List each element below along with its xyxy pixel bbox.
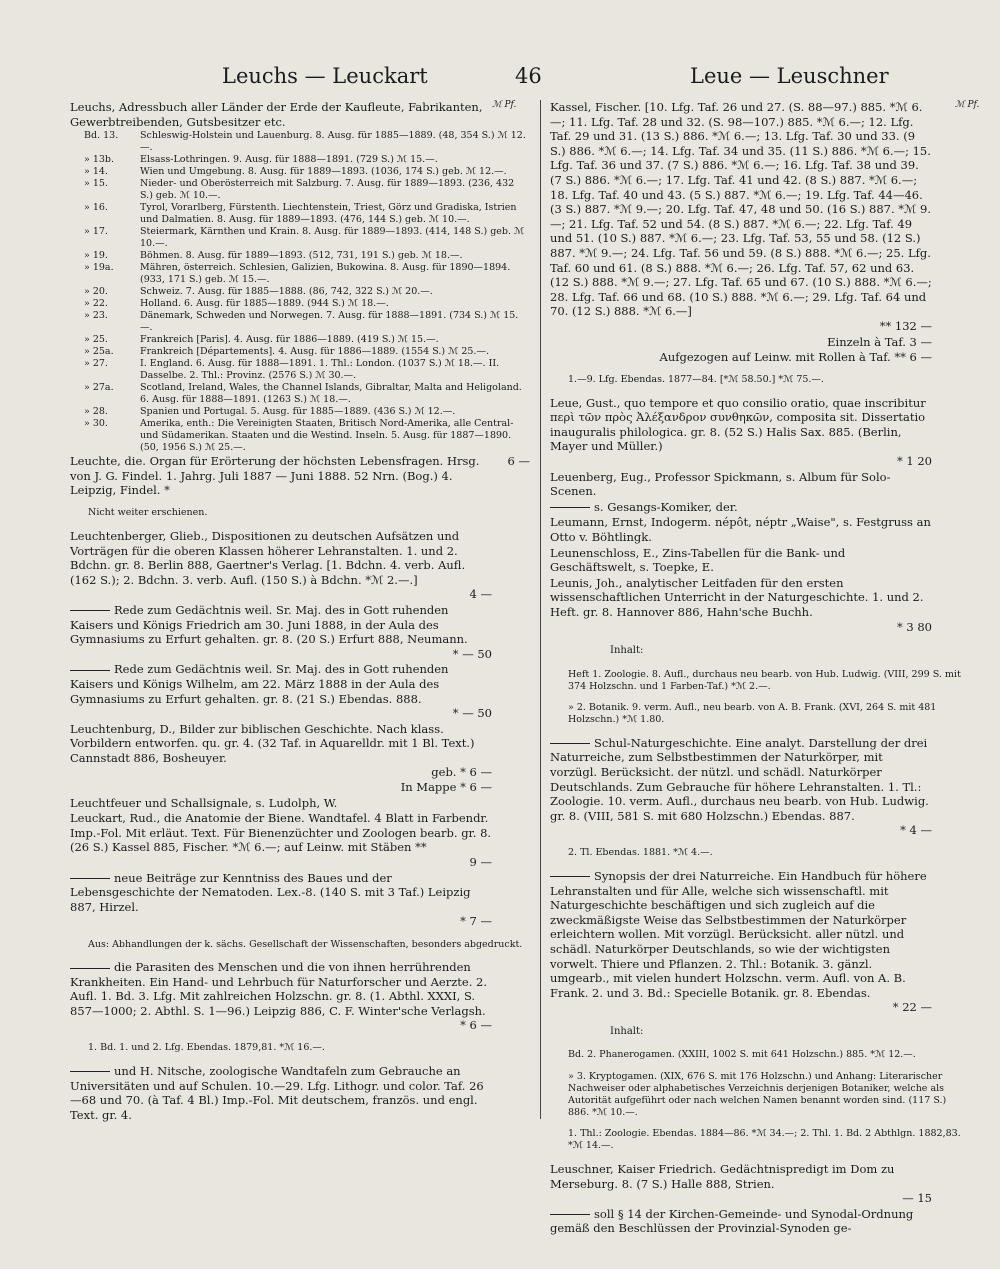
entry-text: Einzeln à Taf. (827, 334, 906, 349)
entry-text: Rede zum Gedächtnis weil. Sr. Maj. des in Gott ruhenden Kaisers und Königs Friedrich am 30. Juni 1888, in der Aula des Gymnasiums zu Erfurt gehalten. gr. 8. (20 S.) Erfurt 888, Neumann. (70, 602, 468, 647)
entry-rede-friedrich (70, 603, 530, 661)
volume-row (70, 346, 530, 358)
entry-leuchtenburg (70, 722, 530, 795)
left-column (70, 100, 530, 1129)
volume-title: Schleswig-Holstein und Lauenburg. 8. Ausg. für 1885—1889. (48, 354 S.) ℳ 12.—. (140, 130, 526, 154)
volume-title: Frankreich [Paris]. 4. Ausg. für 1886—1889. (419 S.) ℳ 15.—. (140, 334, 439, 346)
dash (550, 876, 590, 877)
entry-leuckart (70, 811, 530, 869)
running-head-left: Leuchs — Leuckart (222, 64, 428, 88)
entry-text: Leuchtenberger, Glieb., Dispositionen zu deutschen Aufsätzen und Vorträgen für die oberen Klassen höherer Lehranstalten. 1. und 2. Bdchn. gr. 8. Berlin 888, Gaertner's Verlag. [1. Bdchn. 4. verb. Aufl. (162 S.); 2. Bdchn. 3. verb. Aufl. (150 S.) à Bdchn. *ℳ 2.—.] (70, 528, 466, 587)
price: — 15 (902, 1191, 932, 1206)
entry-text: Leuschner, Kaiser Friedrich. Gedächtnispredigt im Dom zu Merseburg. 8. (7 S.) Halle 888, Strien. (550, 1161, 895, 1191)
entry-leuenberg: Leuenberg, Eug., Professor Spickmann, s. Album für Solo-Scenen. (550, 469, 891, 499)
price: geb. * 6 — (431, 765, 492, 780)
volume-title: Amerika, enth.: Die Vereinigten Staaten, Britisch Nord-Amerika, alle Central- und Südamerikan. Staaten und die Westind. Inseln. 5. Ausg. für 1887—1890. (50, 1956 S.) ℳ 25.—. (140, 418, 514, 454)
volume-title: Mähren, österreich. Schlesien, Galizien, Bukowina. 8. Ausg. für 1890—1894. (933, 171 S.) geb. ℳ 15.—. (140, 262, 511, 286)
price: 6 — (909, 350, 932, 365)
volume-number: » 25a. (84, 346, 114, 358)
entry-kirchen-ordnung (550, 1207, 970, 1236)
volume-title: Spanien und Portugal. 5. Ausg. für 1885—1889. (436 S.) ℳ 12.—. (140, 406, 456, 418)
volume-number: » 30. (84, 418, 108, 430)
volume-title: Wien und Umgebung. 8. Ausg. für 1889—1893. (1036, 174 S.) geb. ℳ 12.—. (140, 166, 507, 178)
entry-synopsis (550, 869, 970, 1015)
volume-row (70, 406, 530, 418)
volume-row (70, 202, 530, 226)
price: * 3 80 (896, 619, 932, 634)
entry-leuchtenberger (70, 529, 530, 602)
volume-row (70, 382, 530, 406)
dash (70, 610, 110, 611)
price: * 7 — (460, 914, 492, 929)
entry-note: 1.—9. Lfg. Ebendas. 1877—84. [*ℳ 58.50.] *ℳ 75.—. (568, 374, 824, 386)
right-column (550, 100, 970, 1236)
entry-leuchte (70, 454, 530, 498)
entry-text: Leue, Gust., quo tempore et quo consilio oratio, quae inscribitur περὶ τῶν πρὸς Ἀλέξανδρον συνθηκῶν, composita sit. Dissertatio inauguralis philologica. gr. 8. (52 S.) Halis Sax. 885. (Berlin, Mayer und Müller.) (550, 395, 926, 454)
dash (70, 1071, 110, 1072)
page-number: 46 (515, 64, 542, 88)
volume-row (70, 262, 530, 286)
entry-text: Aufgezogen auf Leinw. mit Rollen à Taf. ** (659, 350, 906, 365)
dash (70, 968, 110, 969)
entry-leumann: Leumann, Ernst, Indogerm. népôt, néptr „Waise", s. Festgruss an Otto v. Böhtlingk. (550, 515, 931, 545)
volume-title: Dänemark, Schweden und Norwegen. 7. Ausg. für 1888—1891. (734 S.) ℳ 15.—. (140, 310, 519, 334)
entry-einzeln (550, 335, 970, 350)
entry-text: Schul-Naturgeschichte. Eine analyt. Darstellung der drei Naturreiche, zum Selbstbestimmen der Naturkörper, mit vorzügl. Berücksicht. der nützl. und schädl. Naturkörper Deutschlands. Zum Gebrauche für höhere Lehranstalten. 1. Tl.: Zoologie. 10. verm. Aufl., durchaus neu bearb. von Hub. Ludwig. gr. 8. (VIII, 581 S. mit 680 Holzschn.) Ebendas. 887. (550, 735, 929, 823)
volume-row (70, 310, 530, 334)
volume-number: » 23. (84, 310, 108, 322)
dash (70, 670, 110, 671)
volume-title: Scotland, Ireland, Wales, the Channel Islands, Gibraltar, Malta and Heligoland. 6. Ausg. für 1888—1891. (1263 S.) ℳ 18.—. (140, 382, 522, 406)
volume-row (70, 334, 530, 346)
entry-nitsche (70, 1064, 530, 1122)
volume-number: » 19a. (84, 262, 114, 274)
entry-aufgezogen (550, 350, 970, 365)
dash (550, 1214, 590, 1215)
volume-number: » 28. (84, 406, 108, 418)
mark: * (164, 483, 170, 498)
volume-list (70, 130, 530, 454)
volume-row (70, 154, 530, 166)
entry-leuschner (550, 1162, 970, 1206)
entry-leunenschloss: Leunenschloss, E., Zins-Tabellen für die Bank- und Geschäftswelt, s. Toepke, E. (550, 545, 846, 575)
volume-row (70, 178, 530, 202)
price: 9 — (469, 855, 492, 870)
volume-row (70, 418, 530, 454)
price: 3 — (909, 334, 932, 349)
entry-text: Leuckart, Rud., die Anatomie der Biene. Wandtafel. 4 Blatt in Farbendr. Imp.-Fol. Mit erläut. Text. Für Bienenzüchter und Zoologen bearb. gr. 8. (26 S.) Kassel 885, Fischer. *ℳ 6.—; auf Leinw. mit Stäben ** (70, 811, 492, 855)
price: 6 — (507, 454, 530, 469)
volume-title: Frankreich [Départements]. 4. Ausg. für 1886—1889. (1554 S.) ℳ 25.—. (140, 346, 489, 358)
entry-text: s. Gesangs-Komiker, der. (594, 499, 738, 514)
volume-title: I. England. 6. Ausg. für 1888—1891. 1. Thl.: London. (1037 S.) ℳ 18.—. II. Dasselbe. 2. Thl.: Provinz. (2576 S.) ℳ 30.—. (140, 358, 500, 382)
volume-number: » 15. (84, 178, 108, 190)
entry-leuchtfeuer: Leuchtfeuer und Schallsignale, s. Ludolph, W. (70, 795, 338, 810)
price: * — 50 (452, 646, 492, 661)
entry-note: Heft 1. Zoologie. 8. Aufl., durchaus neu bearb. von Hub. Ludwig. (VIII, 299 S. mit 374 Holzschn. und 1 Farben-Taf.) *ℳ 2.—. (568, 668, 961, 692)
entry-gesangs (550, 500, 970, 515)
entry-text: die Parasiten des Menschen und die von ihnen herrührenden Krankheiten. Ein Hand- und Lehrbuch für Naturforscher und Aerzte. 2. Aufl. 1. Bd. 3. Lfg. Mit zahlreichen Holzschn. gr. 8. (1. Abthl. XXXI, S. 857—1000; 2. Abthl. S. 1—96.) Leipzig 886, C. F. Winter'sche Verlagsh. (70, 960, 487, 1018)
entry-beitraege (70, 871, 530, 929)
entry-leunis (550, 576, 970, 634)
price: 4 — (469, 587, 492, 602)
price: ** 132 — (879, 318, 932, 333)
entry-text: soll § 14 der Kirchen-Gemeinde- und Synodal-Ordnung gemäß den Beschlüssen der Provinzial-Synoden ge- (550, 1206, 914, 1236)
volume-row (70, 166, 530, 178)
volume-number: » 27. (84, 358, 108, 370)
entry-note: 1. Thl.: Zoologie. Ebendas. 1884—86. *ℳ 34.—; 2. Thl. 1. Bd. 2 Abthlgn. 1882,83. *ℳ 14.—. (568, 1128, 961, 1152)
volume-number: » 14. (84, 166, 108, 178)
price: In Mappe * 6 — (400, 780, 492, 795)
volume-title: Schweiz. 7. Ausg. für 1885—1888. (86, 742, 322 S.) ℳ 20.—. (140, 286, 433, 298)
entry-parasiten (70, 960, 530, 1033)
price: * 6 — (460, 1018, 492, 1033)
volume-title: Holland. 6. Ausg. für 1885—1889. (944 S.) ℳ 18.—. (140, 298, 389, 310)
volume-row (70, 358, 530, 382)
volume-number: » 13b. (84, 154, 115, 166)
entry-note: » 3. Kryptogamen. (XIX, 676 S. mit 176 Holzschn.) und Anhang: Literarischer Nachweiser oder alphabetisches Verzeichnis derjenigen Botaniker, welche als Autorität aufgeführt oder nach welchen Namen benannt worden sind. (117 S.) 886. *ℳ 10.—. (568, 1070, 947, 1118)
dash (70, 878, 110, 879)
entry-note: » 2. Botanik. 9. verm. Aufl., neu bearb. von A. B. Frank. (XVI, 264 S. mit 481 Holzschn.) *ℳ 1.80. (568, 702, 937, 726)
entry-text: Leuchte, die. Organ für Erörterung der höchsten Lebensfragen. Hrsg. von J. G. Findel. 1. Jahrg. Juli 1887 — Juni 1888. 52 Nrn. (Bog.) 4. Leipzig, Findel. (70, 454, 480, 498)
inhalt-label: Inhalt: (610, 1025, 644, 1037)
entry-text: Synopsis der drei Naturreiche. Ein Handbuch für höhere Lehranstalten und für Alle, welche sich wissenschaftl. mit Naturgeschichte beschäftigen und sich zugleich auf die zweckmäßigste Weise das Selbstbestimmen der Naturkörper erleichtern wollen. Mit vorzügl. Berücksicht. aller nützl. und schädl. Naturkörper Deutschlands, so wie der wichtigsten vorwelt. Thiere und Pflanzen. 2. Thl.: Botanik. 3. gänzl. umgearb., mit vielen hundert Holzschn. verm. Aufl. von A. B. Frank. 2. und 3. Bd.: Specielle Botanik. gr. 8. Ebendas. (550, 868, 927, 1000)
volume-title: Elsass-Lothringen. 9. Ausg. für 1888—1891. (729 S.) ℳ 15.—. (140, 154, 438, 166)
volume-title: Steiermark, Kärnthen und Krain. 8. Ausg. für 1889—1893. (414, 148 S.) geb. ℳ 10.—. (140, 226, 525, 250)
volume-number: » 16. (84, 202, 108, 214)
entry-text: und H. Nitsche, zoologische Wandtafeln zum Gebrauche an Universitäten und auf Schulen. 10.—29. Lfg. Lithogr. und color. Taf. 26—68 und 70. (à Taf. 4 Bl.) Imp.-Fol. Mit deutschem, französ. und engl. Text. gr. 4. (70, 1063, 484, 1122)
volume-title: Nieder- und Oberösterreich mit Salzburg. 7. Ausg. für 1889—1893. (236, 432 S.) geb. ℳ 10.—. (140, 178, 515, 202)
price-unit-right: ℳ Pf. (955, 100, 980, 110)
entry-note: 2. Tl. Ebendas. 1881. *ℳ 4.—. (568, 847, 713, 859)
price: * — 50 (452, 706, 492, 721)
volume-number: » 25. (84, 334, 108, 346)
price-unit-left: ℳ Pf. (492, 100, 517, 110)
entry-text: Leuchtenburg, D., Bilder zur biblischen Geschichte. Nach klass. Vorbildern entworfen. qu. gr. 4. (32 Taf. in Aquarelldr. mit 1 Bl. Text.) Cannstadt 886, Bosheuyer. (70, 721, 475, 765)
volume-number: » 22. (84, 298, 108, 310)
price: * 22 — (892, 1000, 932, 1015)
entry-leue (550, 396, 970, 469)
entry-note: 1. Bd. 1. und 2. Lfg. Ebendas. 1879,81. *ℳ 16.—. (88, 1042, 325, 1054)
entry-leuchs: Leuchs, Adressbuch aller Länder der Erde der Kaufleute, Fabrikanten, Gewerbtreibenden, Gutsbesitzer etc. (70, 100, 483, 129)
entry-schul-naturgeschichte (550, 736, 970, 838)
volume-row (70, 130, 530, 154)
volume-row (70, 250, 530, 262)
inhalt-label: Inhalt: (610, 645, 644, 657)
entry-text: neue Beiträge zur Kenntniss des Baues und der Lebensgeschichte der Nematoden. Lex.-8. (140 S. mit 3 Taf.) Leipzig 887, Hirzel. (70, 870, 471, 914)
volume-title: Böhmen. 8. Ausg. für 1889—1893. (512, 731, 191 S.) geb. ℳ 18.—. (140, 250, 463, 262)
volume-number: » 17. (84, 226, 108, 238)
dash (550, 743, 590, 744)
dash (550, 507, 590, 508)
entry-note: Bd. 2. Phanerogamen. (XXIII, 1002 S. mit 641 Holzschn.) 885. *ℳ 12.—. (568, 1049, 916, 1061)
volume-row (70, 298, 530, 310)
entry-kassel-continued (550, 100, 970, 334)
entry-note: Aus: Abhandlungen der k. sächs. Gesellschaft der Wissenschaften, besonders abgedruckt. (88, 938, 523, 950)
volume-number: Bd. 13. (84, 130, 119, 142)
volume-row (70, 226, 530, 250)
volume-row (70, 286, 530, 298)
price: * 1 20 (896, 454, 932, 469)
running-head-right: Leue — Leuschner (690, 64, 889, 88)
entry-note: Nicht weiter erschienen. (88, 507, 208, 519)
volume-number: » 20. (84, 286, 108, 298)
volume-number: » 19. (84, 250, 108, 262)
entry-text: Leunis, Joh., analytischer Leitfaden für den ersten wissenschaftlichen Unterricht in der Naturgeschichte. 1. und 2. Heft. gr. 8. Hannover 886, Hahn'sche Buchh. (550, 575, 924, 619)
entry-text: Rede zum Gedächtnis weil. Sr. Maj. des in Gott ruhenden Kaisers und Königs Wilhelm, am 22. März 1888 in der Aula des Gymnasiums zu Erfurt gehalten. gr. 8. (21 S.) Ebendas. 888. (70, 662, 449, 706)
volume-number: » 27a. (84, 382, 114, 394)
price: * 4 — (900, 823, 932, 838)
volume-title: Tyrol, Vorarlberg, Fürstenth. Liechtenstein, Triest, Görz und Gradiska, Istrien und Dalmatien. 8. Ausg. für 1889—1893. (476, 144 S.) geb. ℳ 10.—. (140, 202, 517, 226)
entry-rede-wilhelm (70, 662, 530, 720)
entry-text: Kassel, Fischer. [10. Lfg. Taf. 26 und 27. (S. 88—97.) 885. *ℳ 6.—; 11. Lfg. Taf. 28 und 32. (S. 98—107.) 885. *ℳ 6.—; 12. Lfg. Taf. 29 und 31. (13 S.) 886. *ℳ 6.—; 13. Lfg. Taf. 30 und 33. (9 S.) 886. *ℳ 6.—; 14. Lfg. Taf. 34 und 35. (11 S.) 886. *ℳ 6.—; 15. Lfg. Taf. 36 und 37. (7 S.) 886. *ℳ 6.—; 16. Lfg. Taf. 38 und 39. (7 S.) 886. *ℳ 6.—; 17. Lfg. Taf. 41 und 42. (8 S.) 887. *ℳ 6.—; 18. Lfg. Taf. 40 und 43. (5 S.) 887. *ℳ 6.—; 19. Lfg. Taf. 44—46. (3 S.) 887. *ℳ 9.—; 20. Lfg. Taf. 47, 48 und 50. (16 S.) 887. *ℳ 9.—; 21. Lfg. Taf. 52 und 54. (8 S.) 887. *ℳ 6.—; 22. Lfg. Taf. 49 und 51. (10 S.) 887. *ℳ 6.—; 23. Lfg. Taf. 53, 55 und 58. (12 S.) 887. *ℳ 9.—; 24. Lfg. Taf. 56 und 59. (8 S.) 888. *ℳ 6.—; 25. Lfg. Taf. 60 und 61. (8 S.) 888. *ℳ 6.—; 26. Lfg. Taf. 57, 62 und 63. (12 S.) 888. *ℳ 9.—; 27. Lfg. Taf. 65 und 67. (10 S.) 888. *ℳ 6.—; 28. Lfg. Taf. 66 und 68. (10 S.) 888. *ℳ 6.—; 29. Lfg. Taf. 64 und 70. (12 S.) 888. *ℳ 6.—] (550, 100, 932, 319)
page-header (70, 64, 970, 98)
column-rule (540, 100, 541, 1119)
